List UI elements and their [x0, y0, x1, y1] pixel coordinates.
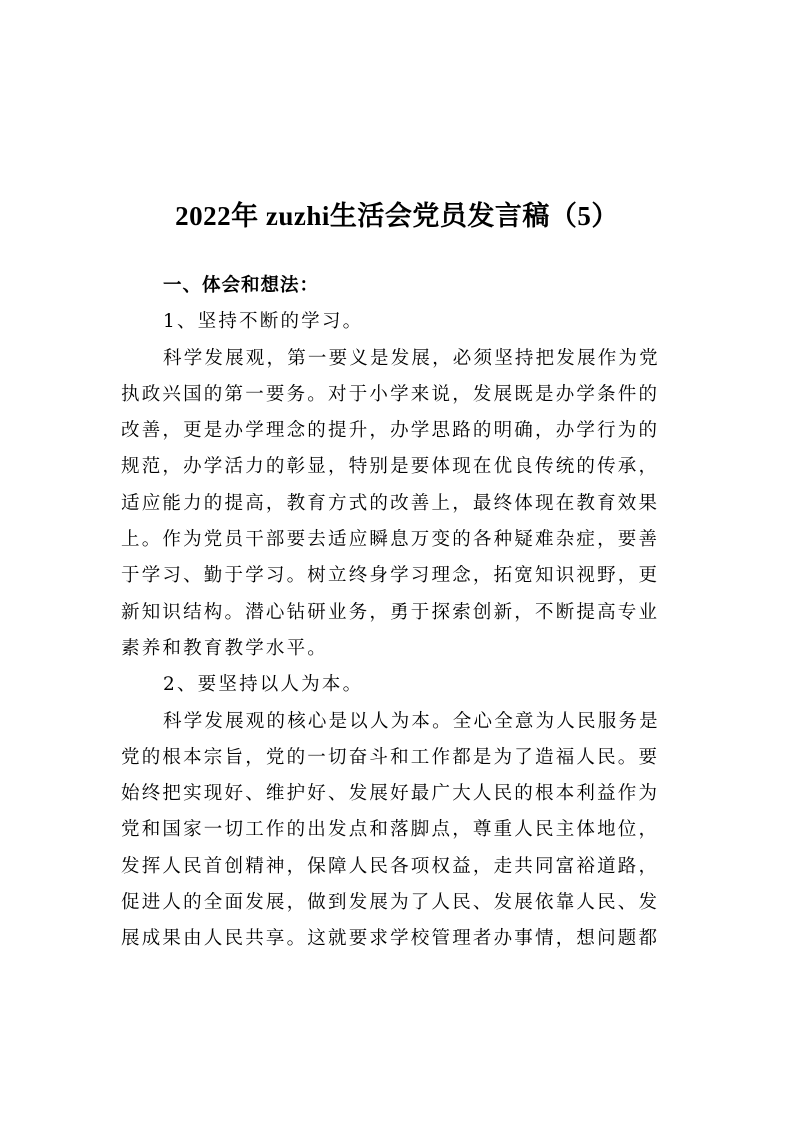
paragraph-line: 展成果由人民共享。这就要求学校管理者办事情，想问题都: [121, 928, 660, 950]
paragraph-line: 促进人的全面发展，做到发展为了人民、发展依靠人民、发: [121, 892, 660, 914]
paragraph-line: 新知识结构。潜心钻研业务，勇于探索创新，不断提高专业: [121, 601, 660, 623]
paragraph-line: 始终把实现好、维护好、发展好最广大人民的根本利益作为: [121, 783, 660, 805]
paragraph-line: 科学发展观的核心是以人为本。全心全意为人民服务是: [163, 710, 660, 732]
subheading-2: 2、要坚持以人为本。: [163, 674, 364, 696]
paragraph-line: 发挥人民首创精神，保障人民各项权益，走共同富裕道路，: [121, 855, 660, 877]
paragraph-line: 适应能力的提高，教育方式的改善上，最终体现在教育效果: [121, 492, 660, 514]
paragraph-line: 党和国家一切工作的出发点和落脚点，尊重人民主体地位，: [121, 819, 660, 841]
paragraph-line: 科学发展观，第一要义是发展，必须坚持把发展作为党: [163, 347, 660, 369]
subheading-1: 1、坚持不断的学习。: [163, 311, 364, 333]
paragraph-line: 于学习、勤于学习。树立终身学习理念，拓宽知识视野，更: [121, 565, 660, 587]
document-title: 2022年 zuzhi生活会党员发言稿（5）: [175, 201, 619, 231]
paragraph-line: 素养和教育教学水平。: [121, 637, 329, 659]
document-body: [121, 268, 677, 958]
paragraph-line: 规范，办学活力的彰显，特别是要体现在优良传统的传承，: [121, 456, 660, 478]
paragraph-line: 党的根本宗旨，党的一切奋斗和工作都是为了造福人民。要: [121, 746, 660, 768]
paragraph-line: 上。作为党员干部要去适应瞬息万变的各种疑难杂症，要善: [121, 529, 660, 551]
paragraph-line: 改善，更是办学理念的提升，办学思路的明确，办学行为的: [121, 420, 660, 442]
section-heading: 一、体会和想法：: [163, 275, 320, 296]
paragraph-line: 执政兴国的第一要务。对于小学来说，发展既是办学条件的: [121, 383, 660, 405]
